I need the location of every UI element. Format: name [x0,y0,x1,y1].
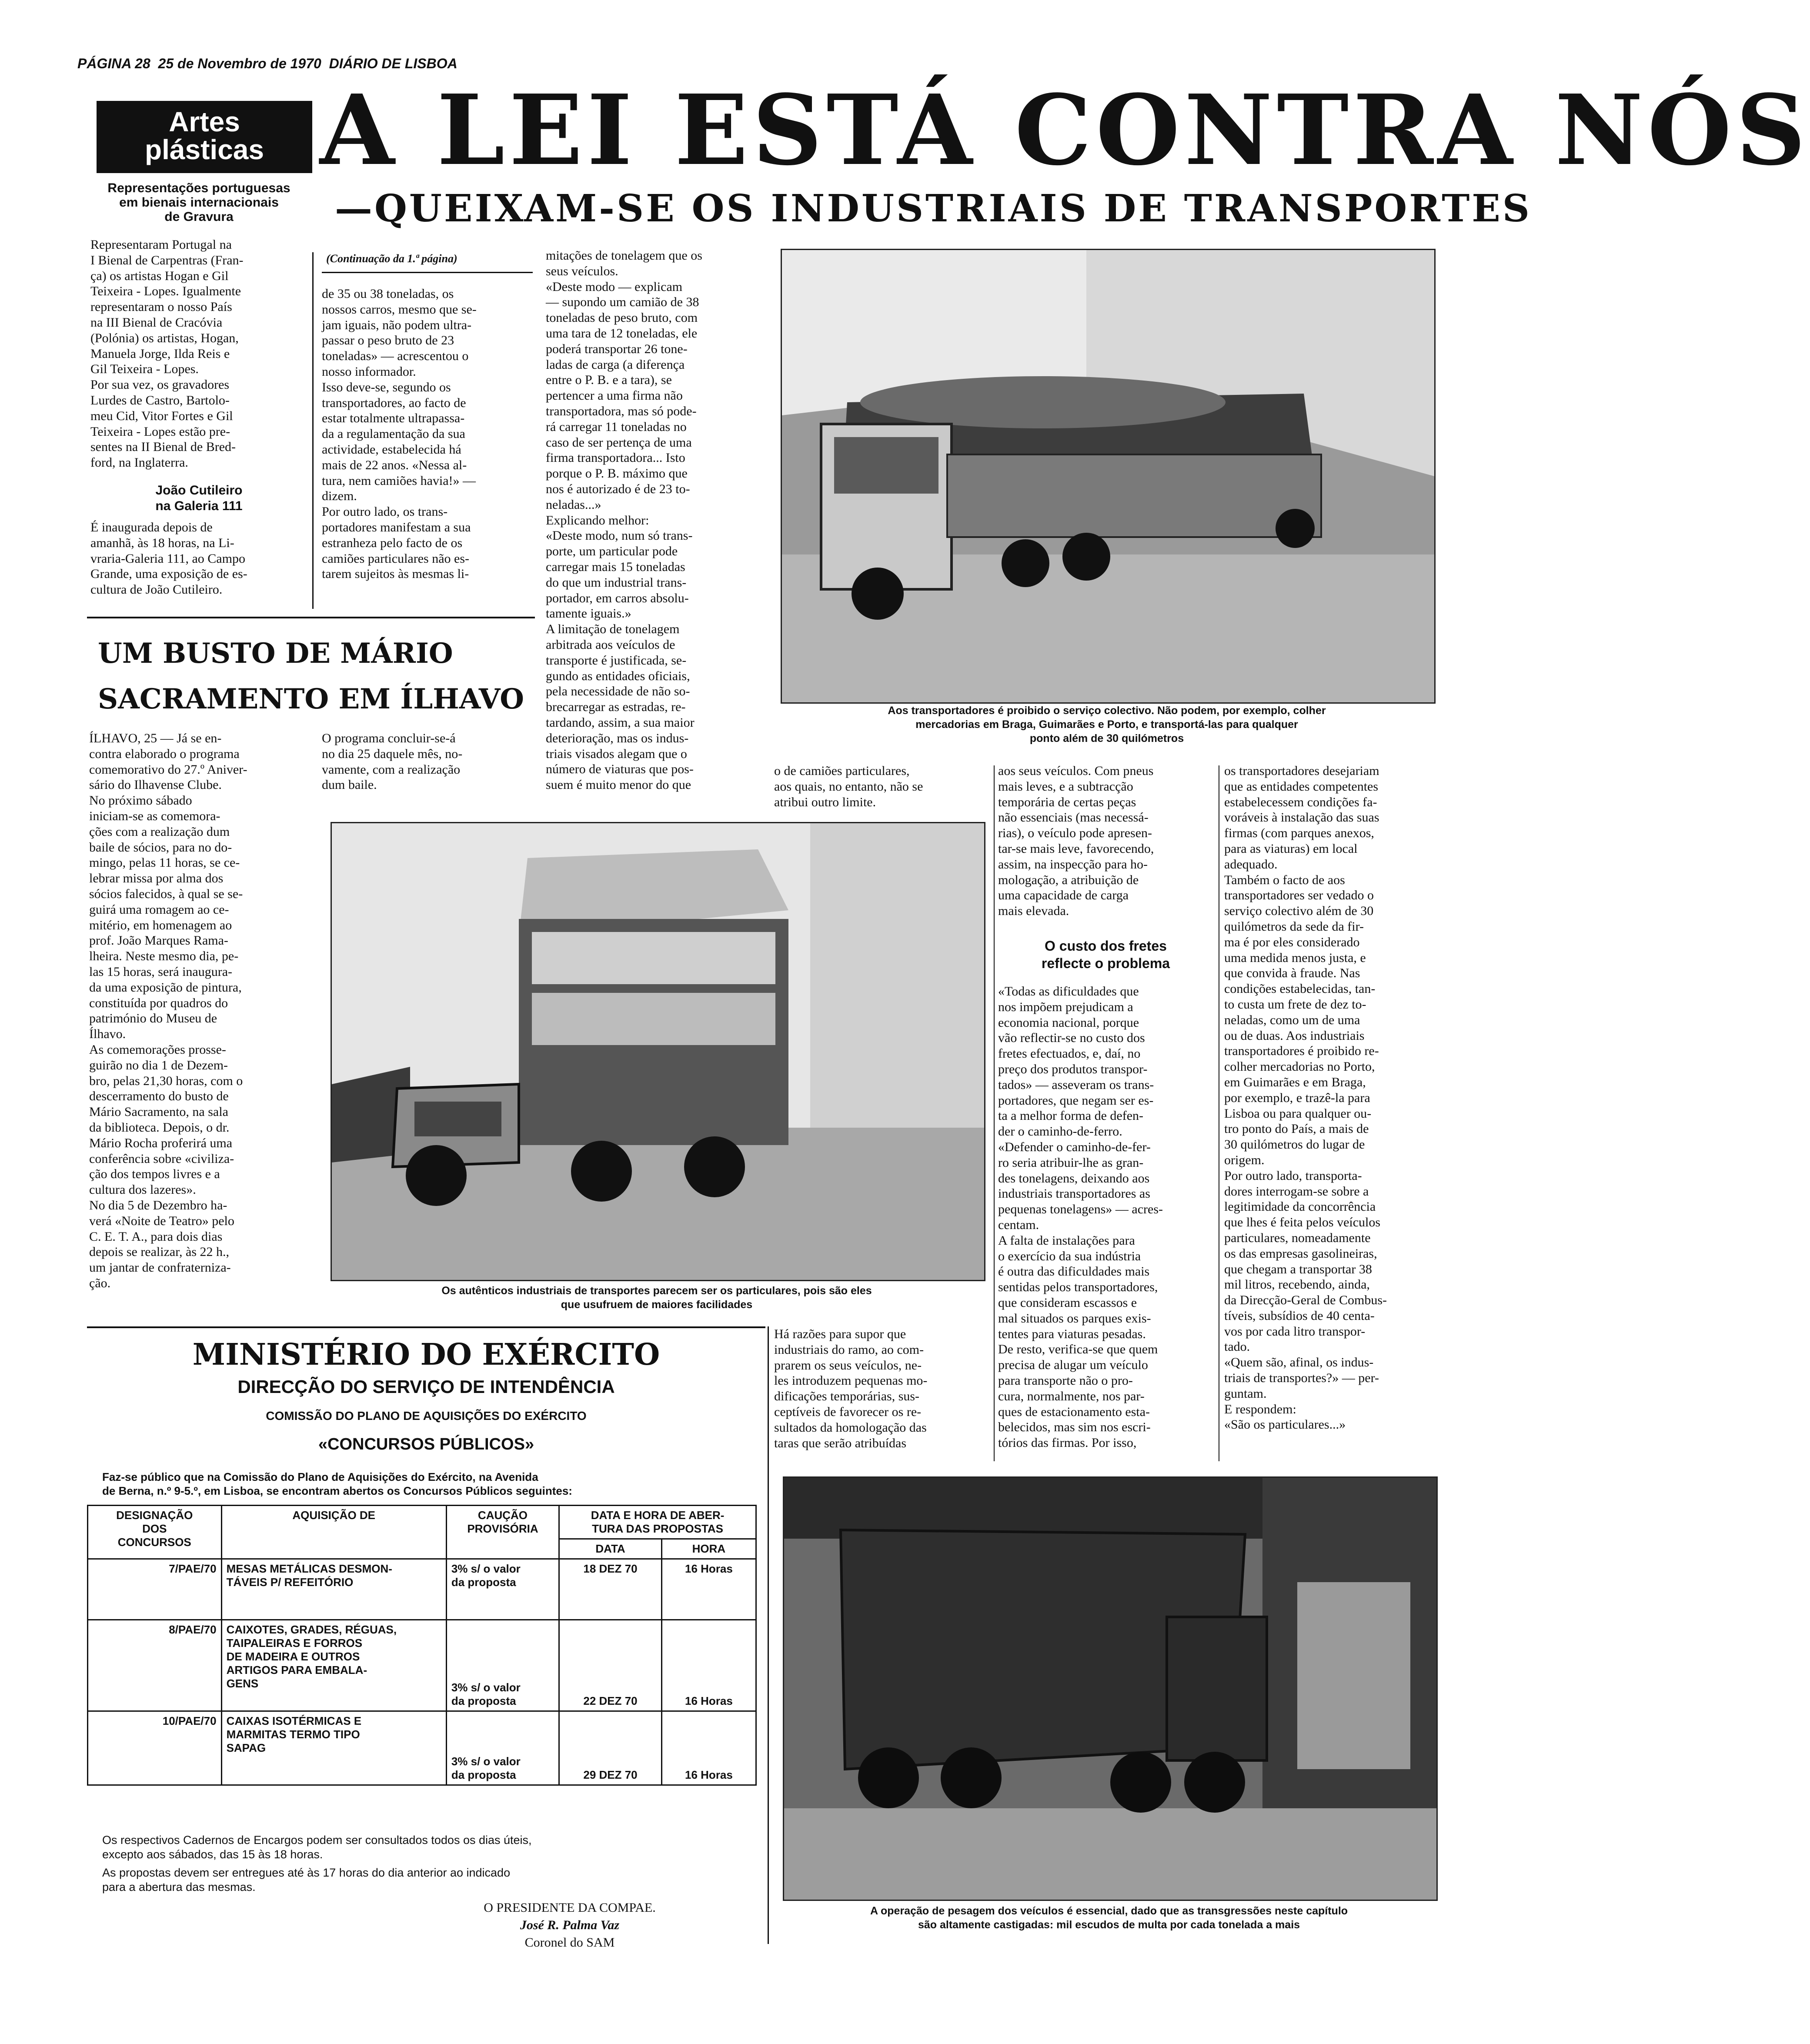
article-col3a: o de camiões particulares, aos quais, no entanto, não se atribui outro limite. [774,764,923,809]
row-data: 18 DEZ 70 [559,1559,662,1620]
table-row [88,1620,756,1711]
row-data: 29 DEZ 70 [559,1711,662,1785]
artes-heading-gravura: Representações portuguesas em bienais internacionais de Gravura [107,181,291,224]
article-col5: os transportadores desejariam que as entidades competentes estabelecessem condições fa- voráveis à instalação das suas firmas (com parques anexos, para as viaturas) em local adequado. Também o facto de aos transportadores ser vedado o serviço colectivo além de 30 quilómetros da sede da fir- ma é por eles considerado uma medida menos justa, e que convida à fraude. Nas condições estabelecidas, tan- to custa um frete de dez to- neladas, como um de uma ou de duas. Aos industriais transportadores é proibido re- colher mercadorias no Porto, em Guimarães e em Braga, por exemplo, e trazê-la para Lisboa ou para qualquer ou- tro ponto do País, a mais de 30 quilómetros do lugar de origem. Por outro lado, transporta- dores interrogam-se sobre a legitimidade da concorrência que lhes é feita pelos veículos particulares, nomeadamente os das empresas gasolineiras, que chegam a transportar 38 mil litros, recebendo, ainda, da Direcção-Geral de Combus- tíveis, subsídios de 40 centa- vos por cada litro transpor- tado. «Quem são, afinal, os indus- triais de transportes?» — per- guntam. E respondem: «São os particulares...» [1224,764,1387,1432]
photo1-caption: Aos transportadores é proibido o serviço colectivo. Não podem, por exemplo, colher mercadorias em Braga, Guimarães e Porto, e transportá-las para qualquer ponto além de 30 quilómetros [888,705,1326,745]
busto-col1: ÍLHAVO, 25 — Já se en- contra elaborado o programa comemorativo do 27.º Aniver- sário do Ilhavense Clube. No próximo sábado iniciam-se as comemora- ções com a realização dum baile de sócios, para no do- mingo, pelas 11 horas, se ce- lebrar missa por alma dos sócios falecidos, à qual se se- guirá uma romagem ao ce- mitério, em homenagem ao prof. João Marques Rama- lheira. Neste mesmo dia, pe- las 15 horas, será inaugura- da uma exposição de pintura, constituída por quadros do património do Museu de Ílhavo. As comemorações prosse- guirão no dia 1 de Dezem- bro, pelas 21,30 horas, com o descerramento do busto de Mário Sacramento, na sala da biblioteca. Depois, o dr. Mário Rocha proferirá uma conferência sobre «civiliza- ção dos tempos livres e a cultura dos lazeres». No dia 5 de Dezembro ha- verá «Noite de Teatro» pelo C. E. T. A., para dois dias depois se realizar, às 22 h., um jantar de confraterniza- ção. [89,731,247,1290]
busto-headline: UM BUSTO DE MÁRIO SACRAMENTO EM ÍLHAVO [98,637,524,715]
row-data: 22 DEZ 70 [559,1620,662,1711]
ad-footer-entrega: As propostas devem ser entregues até às 17 horas do dia anterior ao indicado para a abertura das mesmas. [102,1866,511,1894]
truck-photo-3 [783,1476,1438,1901]
row-caucao: 3% s/ o valor da proposta [446,1711,559,1785]
artes-body-gravura: Representaram Portugal na I Bienal de Carpentras (Fran- ça) os artistas Hogan e Gil Teixeira - Lopes. Igualmente representaram o nosso País na III Bienal de Cracóvia (Polónia) os artistas, Hogan, Manuela Jorge, Ilda Reis e Gil Teixeira - Lopes. Por sua vez, os gravadores Lurdes de Castro, Bartolo- meu Cid, Vitor Fortes e Gil Teixeira - Lopes estão pre- sentes na II Bienal de Bred- ford, na Inglaterra. [90,237,244,470]
divider-col3-col4 [994,765,995,1461]
row-hora: 16 Horas [661,1711,756,1785]
table-row [88,1559,756,1620]
row-hora: 16 Horas [661,1559,756,1620]
row-item: MESAS METÁLICAS DESMON- TÁVEIS P/ REFEITÓRIO [221,1559,446,1620]
header-aquisicao: AQUISIÇÃO DE [221,1506,446,1559]
article-col3b: Há razões para supor que industriais do ramo, ao com- prarem os seus veículos, ne- les introduzem pequenas mo- dificações temporárias, sus- ceptíveis de favorecer os re- sultados da homologação das taras que serão atribuídas [774,1327,928,1450]
row-item: CAIXAS ISOTÉRMICAS E MARMITAS TERMO TIPO SAPAG [221,1711,446,1785]
row-code: 8/PAE/70 [88,1620,222,1711]
header-data: DATA [559,1539,662,1559]
artes-heading-cutileiro: João Cutileiro na Galeria 111 [155,483,243,513]
section-tag-artes-plasticas: Artes plásticas [97,101,312,173]
article-subhead: O custo dos fretes reflecte o problema [1041,938,1170,971]
photo2-caption: Os autênticos industriais de transportes parecem ser os particulares, pois são eles que usufruem de maiores facilidades [441,1285,872,1311]
issue-date: 25 de Novembro de 1970 [158,56,321,71]
page-number: PÁGINA 28 [77,56,150,71]
header-designacao: DESIGNAÇÃO DOS CONCURSOS [88,1506,222,1559]
row-code: 7/PAE/70 [88,1559,222,1620]
ad-intro: Faz-se público que na Comissão do Plano de Aquisições do Exército, na Avenida de Berna, n.º 9-5.º, em Lisboa, se encontram abertos os Concursos Públicos seguintes: [102,1470,572,1497]
row-caucao: 3% s/ o valor da proposta [446,1559,559,1620]
column-divider [312,252,314,609]
header-hora: HORA [661,1539,756,1559]
ad-subtitle-comissao: COMISSÃO DO PLANO DE AQUISIÇÕES DO EXÉRCITO [266,1409,587,1423]
row-caucao: 3% s/ o valor da proposta [446,1620,559,1711]
ad-subtitle-intendencia: DIRECÇÃO DO SERVIÇO DE INTENDÊNCIA [237,1376,615,1397]
table-row [88,1711,756,1785]
article-col4b: «Todas as dificuldades que nos impõem prejudicam a economia nacional, porque vão reflectir-se no custo dos fretes efectuados, e, daí, no preço dos produtos transpor- tados» — asseveram os trans- portadores, que negam ser es- ta a melhor forma de defen- der o caminho-de-ferro. «Defender o caminho-de-fer- ro seria atribuir-lhe as gran- des tonelagens, deixando aos industriais transportadores as pequenas tonelagens» — acres- centam. A falta de instalações para o exercício da sua indústria é outra das dificuldades mais sentidas pelos transportadores, que consideram escassos e mal situados os parques exis- tentes para viaturas pesadas. De resto, verifica-se que quem precisa de alugar um veículo para transporte não o pro- cura, normalmente, nos par- ques de estacionamento esta- belecidos, mas sim nos escri- tórios das firmas. Por isso, [998,984,1163,1450]
ad-signature-title: O PRESIDENTE DA COMPAE. [484,1900,656,1915]
continuation-rule [322,272,533,273]
article-col2: mitações de tonelagem que os seus veículos. «Deste modo — explicam — supondo um camião de 38 toneladas de peso bruto, com uma tara de 12 toneladas, ele poderá transportar 26 tone- ladas de carga (a diferença entre o P. B. e a tara), se pertencer a uma firma não transportadora, mas só pode- rá carregar 11 toneladas no caso de ser pertença de uma firma transportadora... Isto porque o P. B. máximo que nos é autorizado é de 23 to- neladas...» Explicando melhor: «Deste modo, num só trans- porte, um particular pode carregar mais 15 toneladas do que um industrial trans- portador, em carros absolu- tamente iguais.» A limitação de tonelagem arbitrada aos veículos de transporte é justificada, se- gundo as entidades oficiais, pela necessidade de não so- brecarregar as estradas, re- tardando, assim, a sua maior deterioração, mas os indus- triais visados alegam que o número de viaturas que pos- suem é muito menor do que [546,248,702,792]
concursos-table [87,1505,757,1786]
ad-subtitle-concursos: «CONCURSOS PÚBLICOS» [318,1435,534,1453]
ad-title: MINISTÉRIO DO EXÉRCITO [192,1337,660,1372]
artes-body-cutileiro: É inaugurada depois de amanhã, às 18 horas, na Li- vraria-Galeria 111, ao Campo Grande, uma exposição de es- cultura de João Cutileiro. [90,520,247,597]
newspaper-name: DIÁRIO DE LISBOA [329,56,458,71]
header-data-hora: DATA E HORA DE ABER- TURA DAS PROPOSTAS [559,1506,756,1539]
headline: A LEI ESTÁ CONTRA NÓS [320,74,1810,187]
row-item: CAIXOTES, GRADES, RÉGUAS, TAIPALEIRAS E FORROS DE MADEIRA E OUTROS ARTIGOS PARA EMBALA- GENS [221,1620,446,1711]
divider-ad-right [768,1326,769,1944]
photo3-caption: A operação de pesagem dos veículos é essencial, dado que as transgressões neste capítulo são altamente castigadas: mil escudos de multa por cada tonelada a mais [870,1905,1348,1931]
article-col4a: aos seus veículos. Com pneus mais leves, e a subtracção temporária de certas peças não essenciais (mas necessá- rias), o veículo pode apresen- tar-se mais leve, favorecendo, assim, na inspecção para ho- mologação, a atribuição de uma capacidade de carga mais elevada. [998,764,1154,918]
truck-photo-2 [331,822,985,1281]
article-col1: de 35 ou 38 toneladas, os nossos carros, mesmo que se- jam iguais, não podem ultra- passar o peso bruto de 23 toneladas» — acrescentou o nosso informador. Isso deve-se, segundo os transportadores, ao facto de estar totalmente ultrapassa- da a regulamentação da sua actividade, estabelecida há mais de 22 anos. «Nessa al- tura, nem camiões havia!» — dizem. Por outro lado, os trans- portadores manifestam a sua estranheza pelo facto de os camiões particulares não es- tarem sujeitos às mesmas li- [322,287,477,581]
ad-footer-consulta: Os respectivos Cadernos de Encargos podem ser consultados todos os dias úteis, excepto aos sábados, das 15 às 18 horas. [102,1834,532,1861]
row-code: 10/PAE/70 [88,1711,222,1785]
table-header-row [88,1506,756,1539]
ad-signature-name: José R. Palma Vaz [520,1918,620,1932]
truck-photo-1 [781,249,1436,704]
ad-signature-rank: Coronel do SAM [524,1935,615,1950]
page-header [77,56,458,72]
header-caucao: CAUÇÃO PROVISÓRIA [446,1506,559,1559]
busto-col2: O programa concluir-se-á no dia 25 daquele mês, no- vamente, com a realização dum baile. [322,731,463,792]
divider-ad-top [87,1326,765,1328]
subheadline: —QUEIXAM-SE OS INDUSTRIAIS DE TRANSPORTES [335,187,1532,230]
row-hora: 16 Horas [661,1620,756,1711]
divider-artes-busto [87,617,535,618]
article-continuation: (Continuação da 1.ª página) [326,252,458,265]
